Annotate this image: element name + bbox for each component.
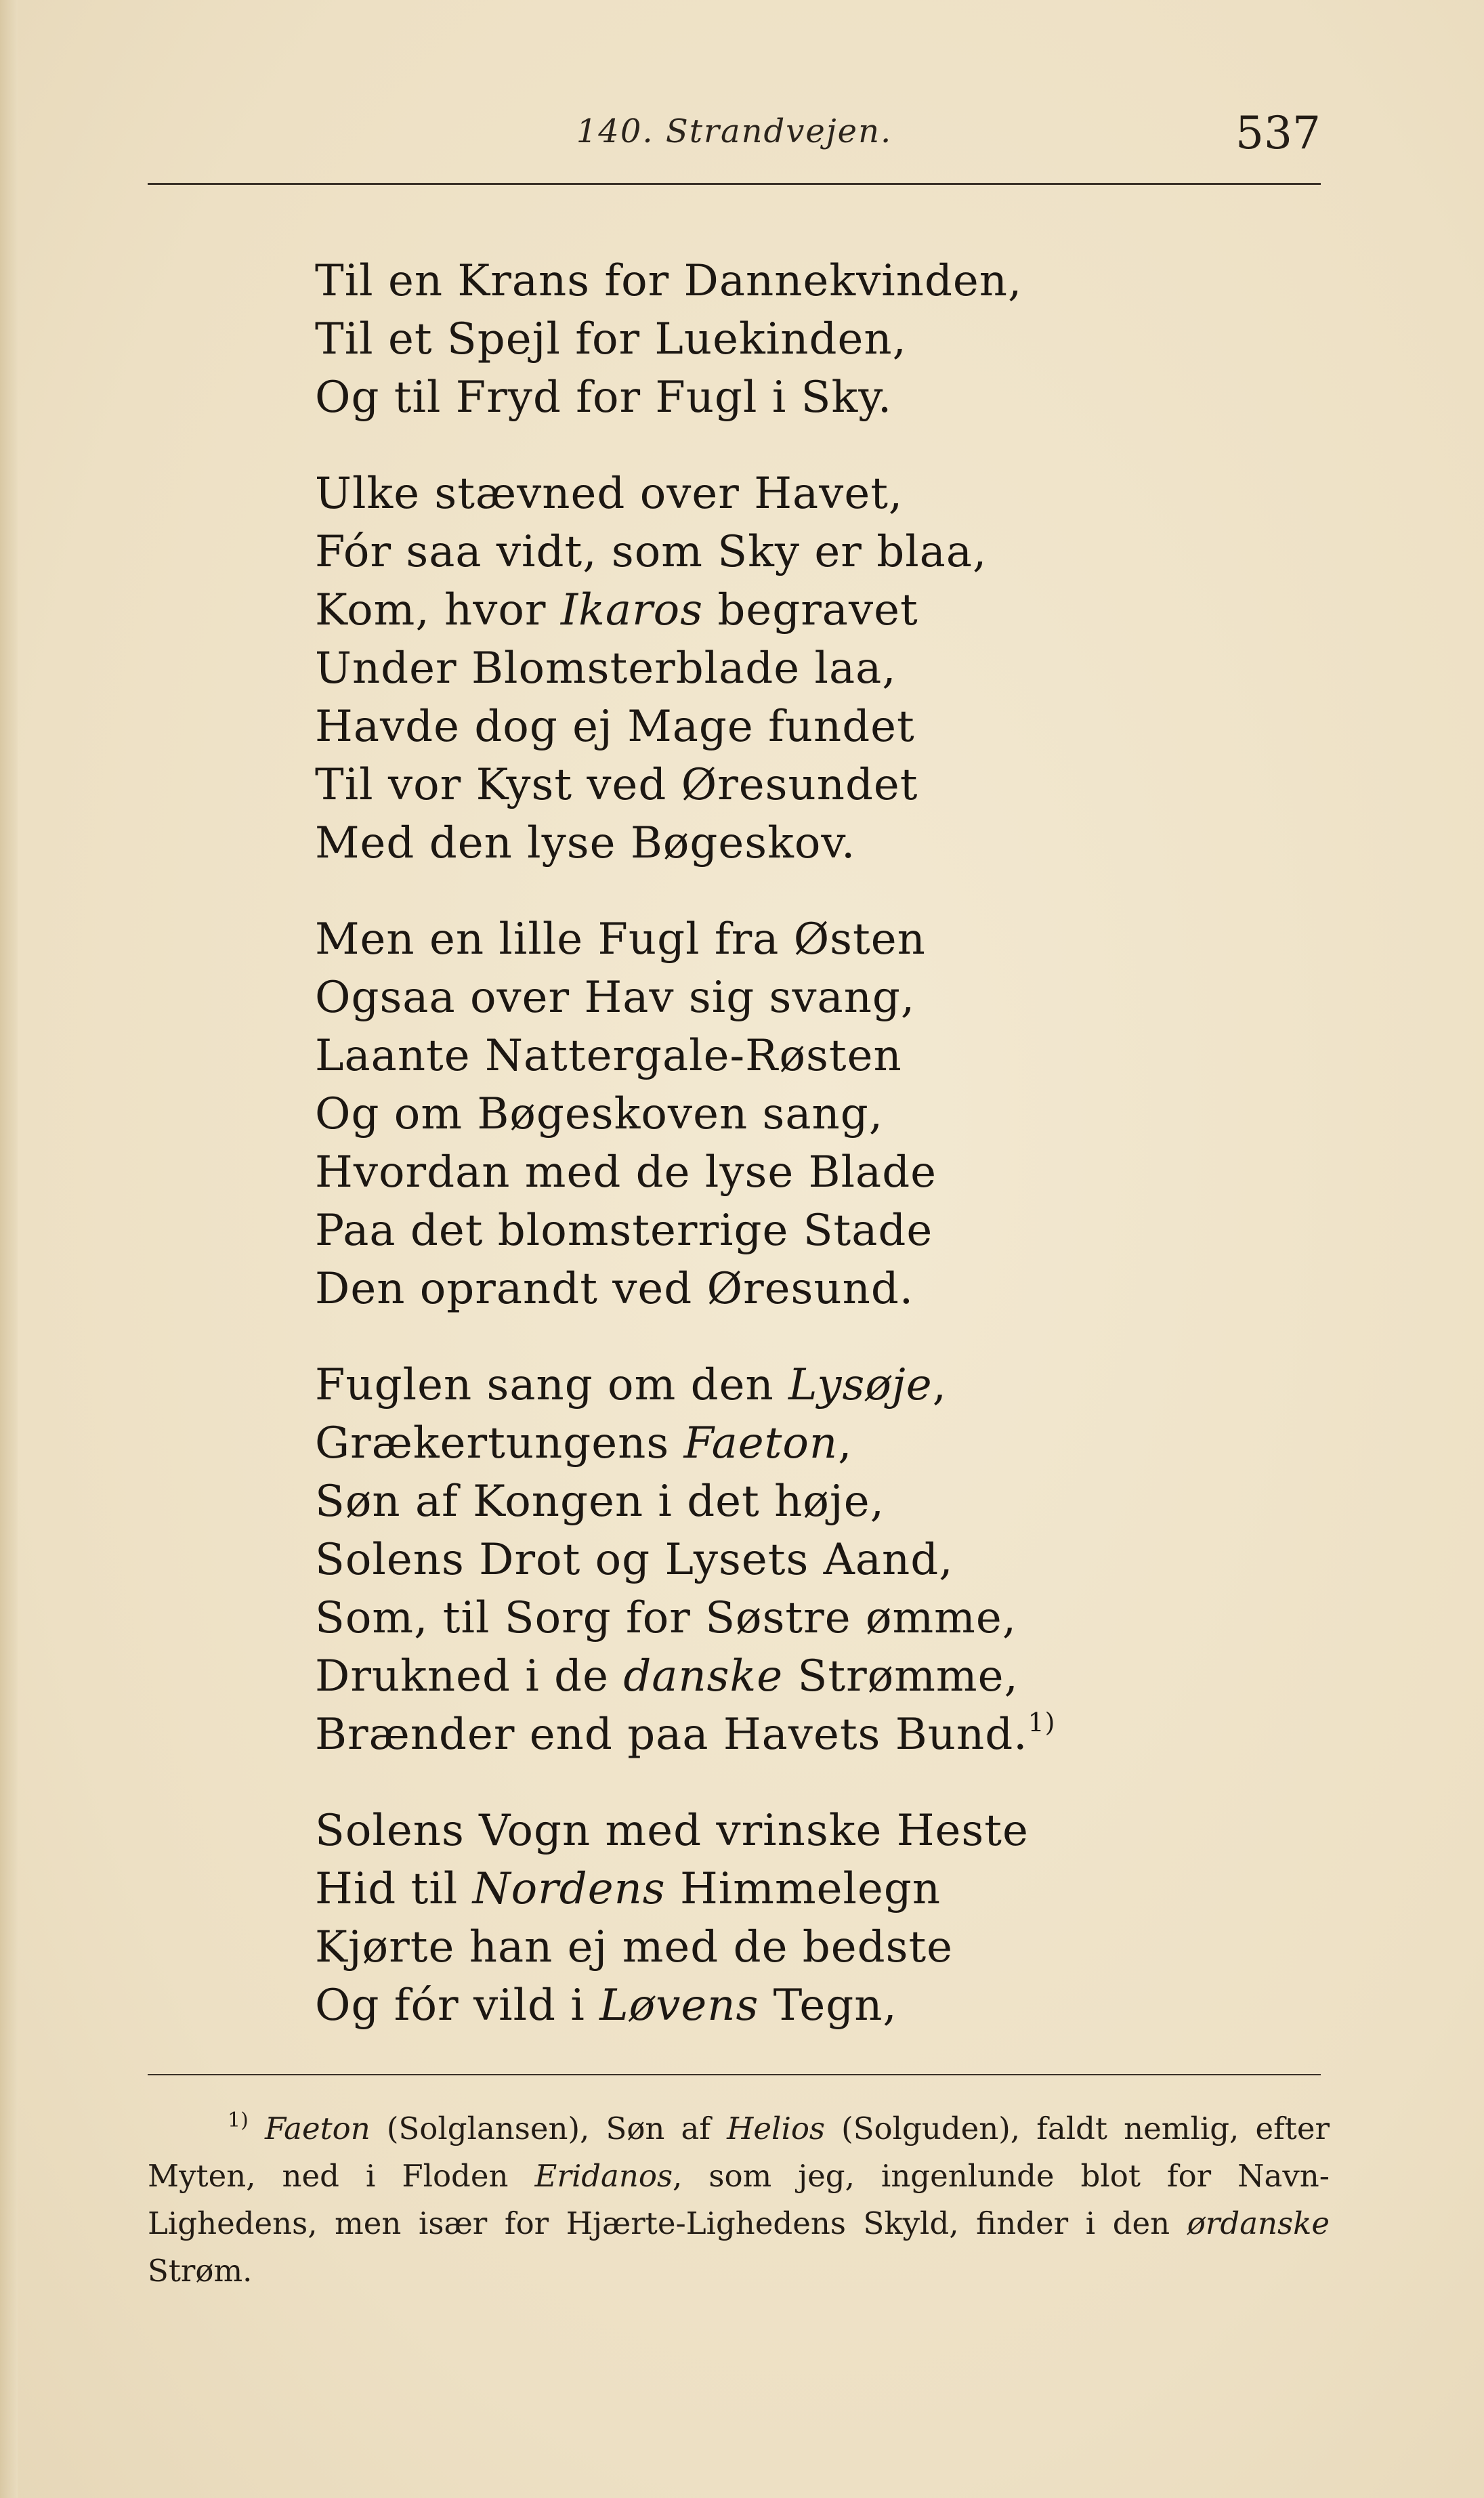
verse-text: Som, til Sorg for Søstre ømme, bbox=[315, 1593, 1017, 1643]
stanza bbox=[315, 1356, 1331, 1764]
stanza bbox=[315, 465, 1331, 872]
poem-body bbox=[315, 252, 1331, 2073]
verse-line bbox=[315, 523, 1331, 581]
verse-text: Laante Nattergale-Røsten bbox=[315, 1031, 902, 1081]
italic-word: Løvens bbox=[599, 1981, 759, 2031]
footnote-segment: (Solguden), faldt nemlig, efter Myten, ned i Floden bbox=[148, 2111, 1330, 2194]
verse-line bbox=[315, 814, 1331, 872]
footnote-italic: Faeton bbox=[264, 2111, 370, 2146]
verse-text: Paa det blomsterrige Stade bbox=[315, 1206, 933, 1256]
verse-line bbox=[315, 1085, 1331, 1143]
footnote-reference: 1) bbox=[1027, 1708, 1056, 1737]
italic-word: Lysøje bbox=[788, 1360, 933, 1410]
verse-text: Under Blomsterblade laa, bbox=[315, 643, 897, 694]
verse-text: Til vor Kyst ved Øresundet bbox=[315, 760, 918, 810]
verse-text: Drukned i de bbox=[315, 1651, 624, 1701]
verse-text: Havde dog ej Mage fundet bbox=[315, 702, 915, 752]
verse-line bbox=[315, 1202, 1331, 1260]
verse-text: Tegn, bbox=[759, 1981, 897, 2031]
verse-line bbox=[315, 1356, 1331, 1414]
footnote-rule bbox=[148, 2074, 1321, 2075]
verse-text: Ulke stævned over Havet, bbox=[315, 469, 904, 519]
italic-word: Ikaros bbox=[560, 585, 704, 635]
verse-text: Men en lille Fugl fra Østen bbox=[315, 914, 926, 965]
italic-word: Nordens bbox=[472, 1864, 666, 1914]
verse-line bbox=[315, 1414, 1331, 1473]
verse-text: begravet bbox=[703, 585, 918, 635]
verse-line bbox=[315, 910, 1331, 969]
footnote bbox=[148, 2105, 1330, 2295]
footnote-italic: ørdanske bbox=[1187, 2205, 1330, 2241]
verse-line bbox=[315, 1589, 1331, 1647]
verse-text: Brænder end paa Havets Bund. bbox=[315, 1710, 1028, 1760]
verse-line bbox=[315, 252, 1331, 310]
verse-text: Hid til bbox=[315, 1864, 473, 1914]
italic-word: Faeton bbox=[683, 1418, 839, 1468]
verse-text: Hvordan med de lyse Blade bbox=[315, 1147, 937, 1198]
verse-text: Solens Drot og Lysets Aand, bbox=[315, 1535, 954, 1585]
footnote-segment: (Solglansen), Søn af bbox=[370, 2111, 727, 2146]
verse-line bbox=[315, 1027, 1331, 1085]
footnote-italic: Eridanos bbox=[534, 2158, 673, 2194]
footnote-segment: , som jeg, ingenlunde blot for Navn-Lighedens, men især for Hjærte-Lighedens Skyld, finder i den bbox=[148, 2158, 1330, 2241]
stanza bbox=[315, 1802, 1331, 2035]
verse-text: Og fór vild i bbox=[315, 1981, 600, 2031]
verse-line bbox=[315, 368, 1331, 427]
verse-text: Søn af Kongen i det høje, bbox=[315, 1477, 885, 1527]
verse-line bbox=[315, 698, 1331, 756]
page-number: 537 bbox=[1235, 107, 1321, 159]
verse-line bbox=[315, 1473, 1331, 1531]
footnote-text bbox=[148, 2111, 1330, 2289]
verse-line bbox=[315, 1143, 1331, 1202]
verse-line bbox=[315, 756, 1331, 814]
verse-line bbox=[315, 310, 1331, 368]
verse-text: , bbox=[838, 1418, 853, 1468]
verse-text: Kjørte han ej med de bedste bbox=[315, 1922, 954, 1972]
verse-text: Himmelegn bbox=[665, 1864, 941, 1914]
verse-text: Solens Vogn med vrinske Heste bbox=[315, 1806, 1029, 1856]
verse-text: Strømme, bbox=[783, 1651, 1019, 1701]
verse-text: , bbox=[932, 1360, 947, 1410]
verse-text: Til et Spejl for Luekinden, bbox=[315, 314, 907, 364]
verse-line bbox=[315, 465, 1331, 523]
verse-line bbox=[315, 1706, 1331, 1764]
header-rule bbox=[148, 183, 1321, 185]
running-title: 140. Strandvejen. bbox=[576, 112, 893, 150]
verse-text: Med den lyse Bøgeskov. bbox=[315, 818, 856, 868]
verse-text: Og til Fryd for Fugl i Sky. bbox=[315, 373, 893, 423]
verse-text: Grækertungens bbox=[315, 1418, 684, 1468]
footnote-segment: Strøm. bbox=[148, 2253, 253, 2289]
verse-line bbox=[315, 1260, 1331, 1318]
verse-line bbox=[315, 1860, 1331, 1918]
footnote-segment bbox=[249, 2111, 265, 2146]
verse-line bbox=[315, 1976, 1331, 2035]
page-header bbox=[148, 102, 1321, 176]
verse-text: Til en Krans for Dannekvinden, bbox=[315, 256, 1023, 306]
verse-text: Fór saa vidt, som Sky er blaa, bbox=[315, 527, 988, 577]
binding-edge bbox=[0, 0, 18, 2498]
footnote-italic: Helios bbox=[727, 2111, 826, 2146]
verse-line bbox=[315, 969, 1331, 1027]
stanza bbox=[315, 252, 1331, 427]
verse-line bbox=[315, 639, 1331, 698]
verse-line bbox=[315, 1802, 1331, 1860]
stanza bbox=[315, 910, 1331, 1318]
verse-text: Kom, hvor bbox=[315, 585, 561, 635]
verse-line bbox=[315, 1647, 1331, 1706]
verse-line bbox=[315, 1918, 1331, 1976]
verse-text: Og om Bøgeskoven sang, bbox=[315, 1089, 884, 1139]
footnote-marker: 1) bbox=[228, 2109, 249, 2132]
verse-line bbox=[315, 1531, 1331, 1589]
verse-line bbox=[315, 581, 1331, 639]
verse-text: Fuglen sang om den bbox=[315, 1360, 788, 1410]
italic-word: danske bbox=[623, 1651, 784, 1701]
verse-text: Den oprandt ved Øresund. bbox=[315, 1264, 914, 1314]
verse-text: Ogsaa over Hav sig svang, bbox=[315, 973, 916, 1023]
